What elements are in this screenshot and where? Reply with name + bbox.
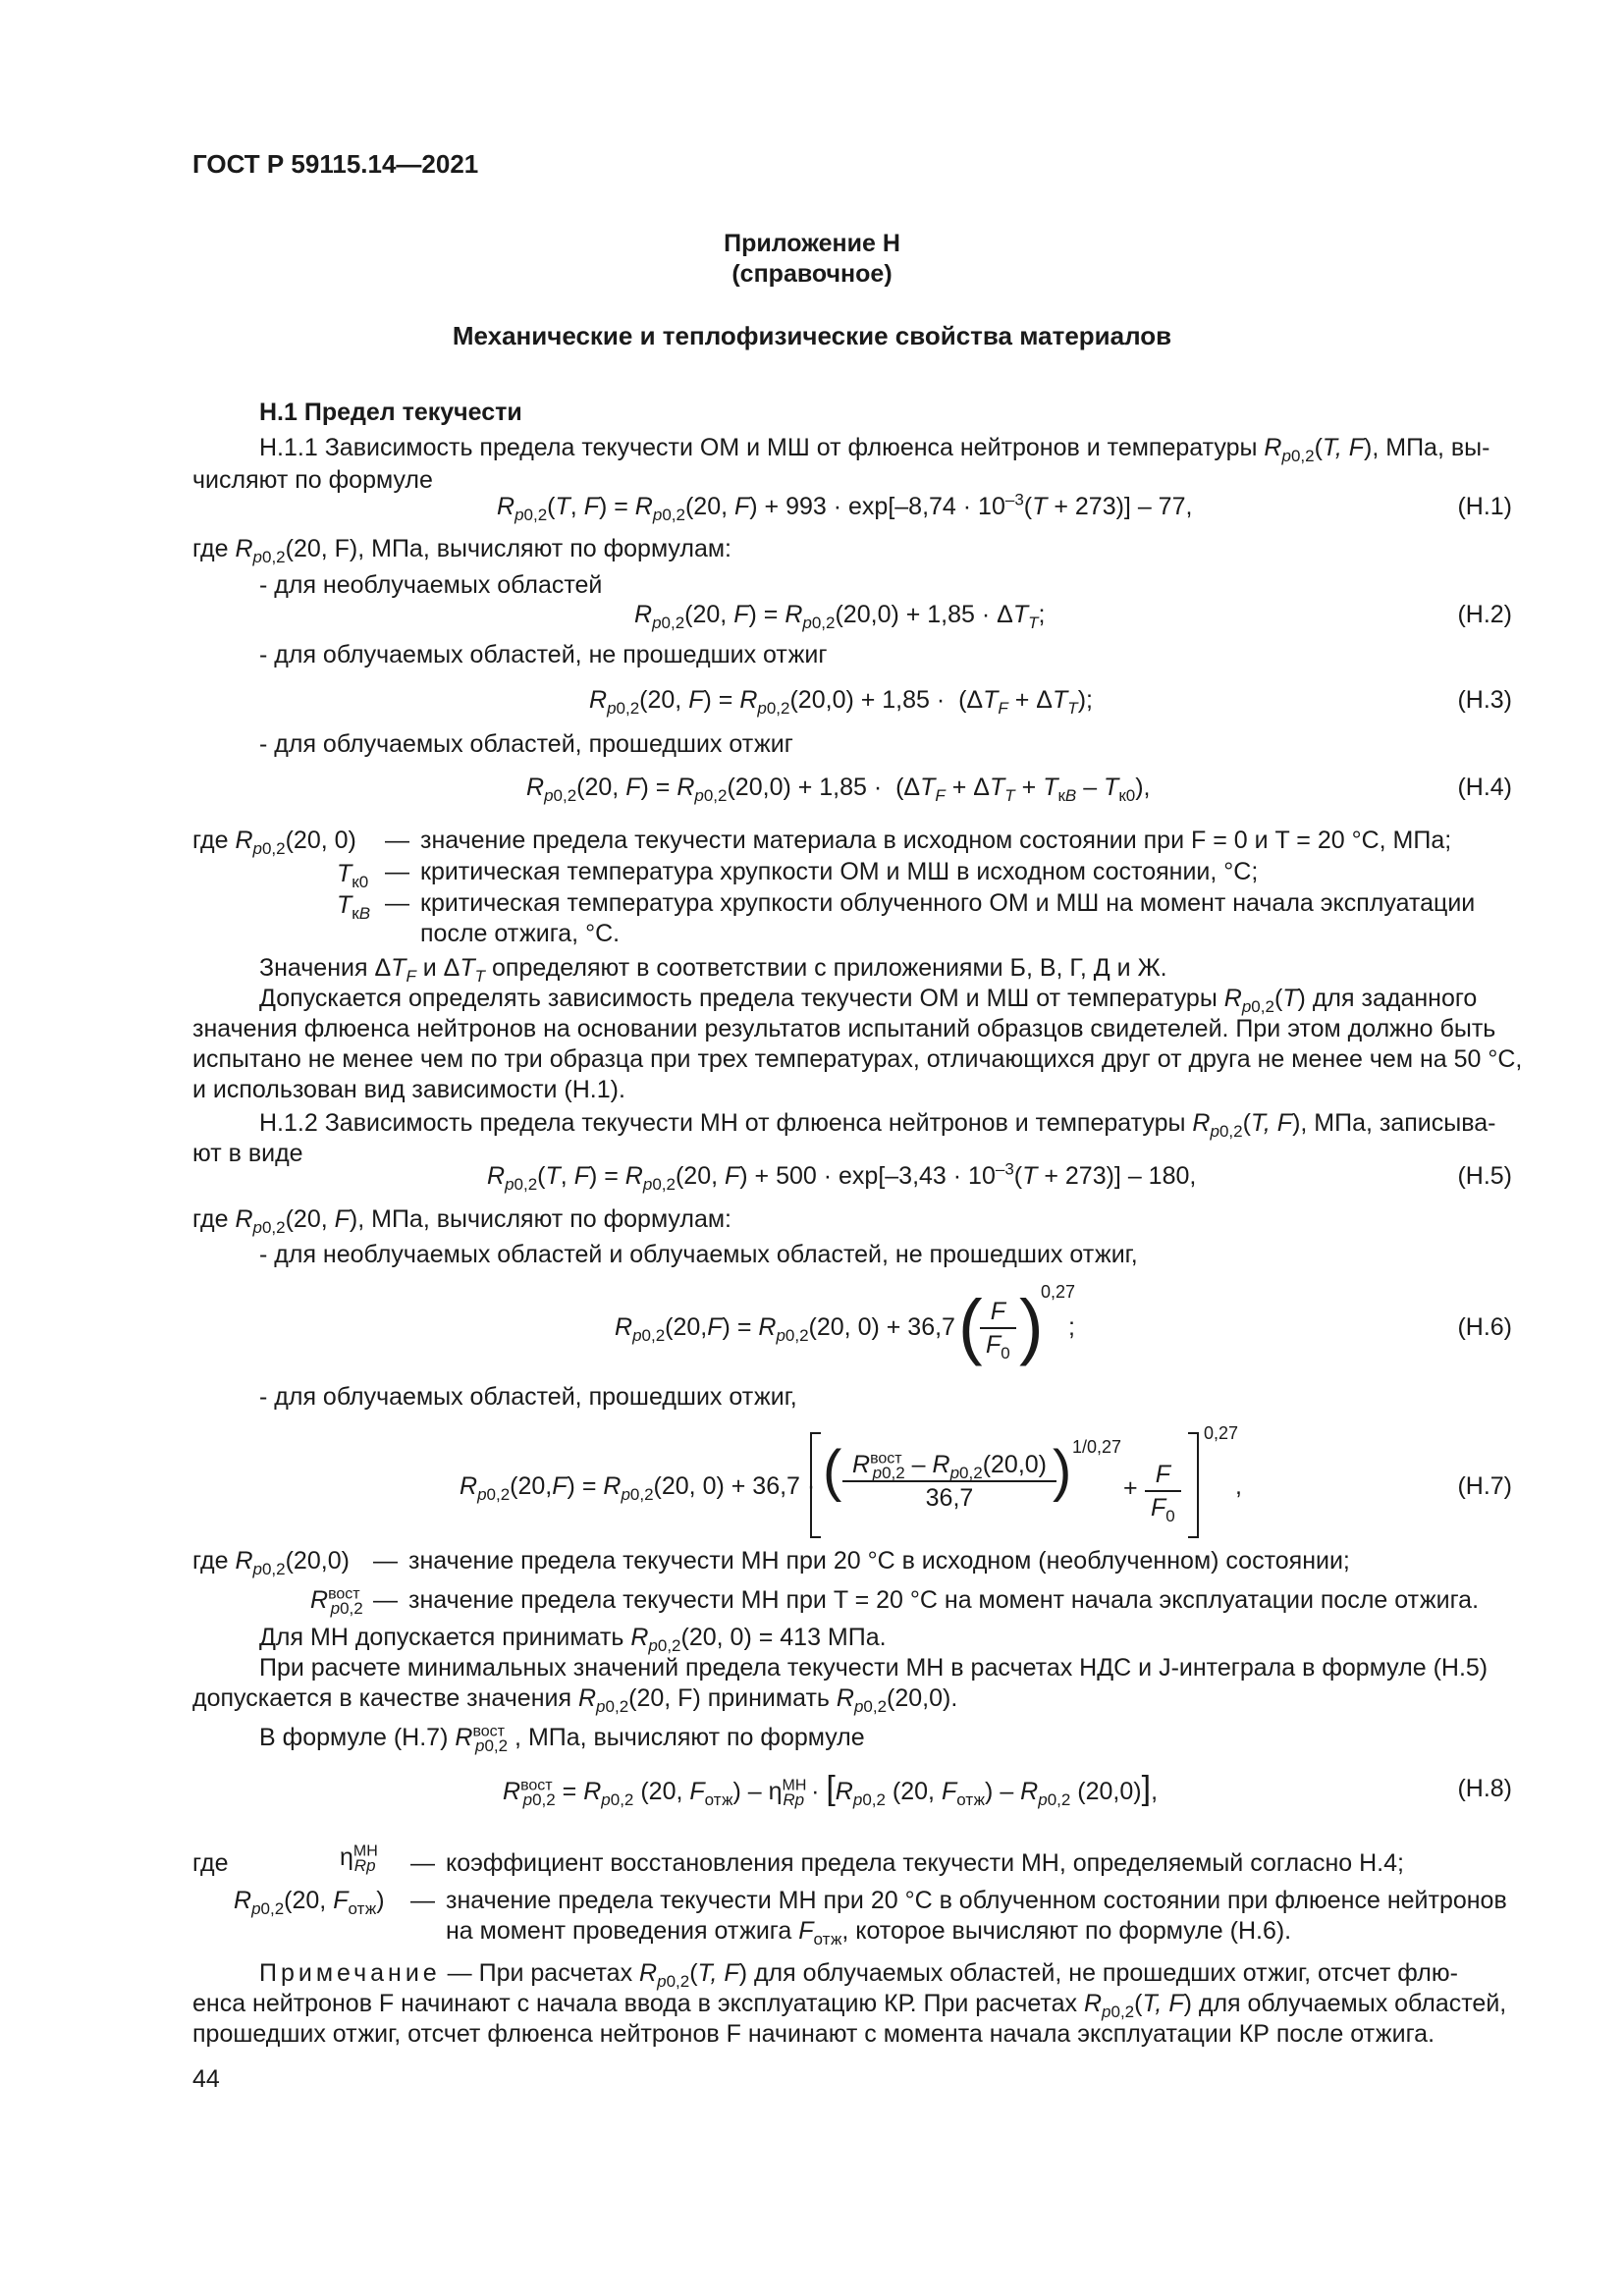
calc-line-2: допускается в качестве значения $R_{p0,2}(20$, F) принимать $R_{p0,2}(20,0)$. [192,1684,958,1716]
note-line-2: енса нейтронов F начинают с начала ввода в эксплуатацию КР. При расчетах $R_{p0,2}(T$, F) для облучаемых областей, [192,1990,1507,2021]
equation-number-h3: (Н.3) [1457,686,1512,714]
right-bracket [1184,1431,1204,1539]
formula-h8: $R^{вост}_{p0,2} = R_{p0,2}$ (20, $F_{отж}) - \eta^{МН}_{Rp} \cdot [R_{p0,2}$ (20, $F_{отж}) - R_{p0,2}$ (20,0)], [503,1770,1159,1809]
note-line-3: прошедших отжиг, отсчет флюенса нейтронов F начинают с момента начала эксплуатации КР после отжига. [192,2020,1435,2048]
def-dash: — [385,827,409,854]
list-item-unirradiated: - для необлучаемых областей [259,571,603,599]
where-line-2: где $R_{p0,2}(20$, F), МПа, вычисляют по формулам: [192,1205,731,1237]
note-line-1: Примечание — При расчетах $R_{p0,2}(T$, F) для облучаемых областей, не прошедших отжиг, отсчет флю- [259,1959,1458,1991]
def-text-r0: значение предела текучести материала в исходном состоянии при F = 0 и T = 20 °С, МПа; [420,827,1452,854]
equation-number-h6: (Н.6) [1457,1313,1512,1341]
standard-number: ГОСТ Р 59115.14—2021 [192,149,479,179]
def-text-rvost: значение предела текучести МН при T = 20 °С на момент начала эксплуатации после отжига. [408,1586,1480,1614]
def-label-r20: где $R_{p0,2}(20,0)$ [192,1547,350,1578]
formula-h3: $R_{p0,2}(20$, $F) = R_{p0,2}(20,0) + 1,85 \cdot (\Delta T_F + \Delta T_T)$; [589,686,1093,718]
paragraph-h11-line2: числяют по формуле [192,466,433,494]
def-text-tkb-2: после отжига, °С. [420,920,621,947]
def-label-tk0: $T_{к0}$ [337,860,369,891]
def-dash: — [385,858,409,885]
left-bracket [805,1431,825,1539]
def-label-rotzh: $R_{p0,2}(20$, $F_{отж}$) [234,1887,385,1918]
def-label-r0: где $R_{p0,2}(20$, 0) [192,827,356,858]
formula-h2: $R_{p0,2}(20$, $F) = R_{p0,2}(20,0) + 1,85 \cdot \Delta T_T$; [634,601,1046,632]
paragraph-h12-line1: Н.1.2 Зависимость предела текучести МН от флюенса нейтронов и температуры $R_{p0,2}(T$, F), МПа, записыва- [259,1109,1496,1141]
def-dash: — [410,1887,435,1914]
def-dash: — [410,1849,435,1877]
def-label-rvost: $R^{вост}_{p0,2}$ [310,1585,363,1618]
equation-number-h1: (Н.1) [1457,493,1512,520]
formula-h5: $R_{p0,2}(T$, $F) = R_{p0,2}(20$, $F) + 500 \cdot \exp[-3,43 \cdot 10^{-3}(T + 273)] - 180$, [487,1159,1197,1194]
equation-number-h2: (Н.2) [1457,601,1512,628]
def-text-r20: значение предела текучести МН при 20 °С в исходном (необлученном) состоянии; [408,1547,1350,1575]
formula-h4: $R_{p0,2}(20$, $F) = R_{p0,2}(20,0) + 1,85 \cdot (\Delta T_F + \Delta T_T + T_{кB} - T_{к0})$, [526,774,1151,805]
equation-number-h4: (Н.4) [1457,774,1512,801]
mn-allow-line: Для МН допускается принимать $R_{p0,2}(20$, 0) = 413 МПа. [259,1624,887,1655]
def-where: где [192,1849,229,1877]
equation-number-h8: (Н.8) [1457,1775,1512,1802]
allow-line-2: значения флюенса нейтронов на основании результатов испытаний образцов свидетелей. При этом должно быть [192,1015,1496,1042]
in-formula-line: В формуле (Н.7) $R^{вост}_{p0,2}$ , МПа, вычисляют по формуле [259,1723,865,1755]
appendix-title: Приложение Н [724,230,900,257]
appendix-heading: Механические и теплофизические свойства материалов [452,321,1172,350]
section-heading: Н.1 Предел текучести [259,399,522,426]
def-text-rotzh-2: на момент проведения отжига $F_{отж}$, которое вычисляют по формуле (Н.6). [446,1917,1292,1949]
def-text-rotzh-1: значение предела текучести МН при 20 °С в облученном состоянии при флюенсе нейтронов [446,1887,1507,1914]
list-item-both: - для необлучаемых областей и облучаемых областей, не прошедших отжиг, [259,1241,1138,1268]
def-label-tkb: $T_{кB}$ [337,891,371,923]
def-label-eta: $\eta^{МН}_{Rp}$ [340,1842,378,1875]
allow-line-3: испытано не менее чем по три образца при трех температурах, отличающихся друг от друга не менее чем на 50 °С, [192,1045,1523,1073]
def-dash: — [373,1547,398,1575]
def-text-tkb-1: критическая температура хрупкости облученного ОМ и МШ на момент начала эксплуатации [420,889,1476,917]
allow-line-1: Допускается определять зависимость предела текучести ОМ и МШ от температуры $R_{p0,2}(T)$ для заданного [259,985,1478,1016]
list-item-annealed-2: - для облучаемых областей, прошедших отжиг, [259,1383,797,1411]
formula-h1: $R_{p0,2}(T$, $F) = R_{p0,2}(20$, $F) + 993 \cdot \exp[-8,74 \cdot 10^{-3}(T + 273)] - 77$, [497,490,1193,524]
def-text-eta: коэффициент восстановления предела текучести МН, определяемый согласно Н.4; [446,1849,1404,1877]
equation-number-h7: (Н.7) [1457,1472,1512,1500]
allow-line-4: и использован вид зависимости (Н.1). [192,1076,625,1103]
def-dash: — [373,1586,398,1614]
where-line-1: где $R_{p0,2}(20$, F), МПа, вычисляют по формулам: [192,535,731,566]
def-dash: — [385,889,409,917]
paragraph-h11-line1: Н.1.1 Зависимость предела текучести ОМ и МШ от флюенса нейтронов и температуры $R_{p0,2}(T$, F), МПа, вы- [259,434,1490,465]
document-page: ГОСТ Р 59115.14—2021 Приложение Н (справочное) Механические и теплофизические свойства материалов Н.1 Предел текучести Н.1.1 Зависимость предела текучести ОМ и МШ от флюенса нейтронов и температуры $R_{p0,2}(T$, F), МПа, вы- числяют по формуле $R_{p0,2}(T$, $F) = R_{p0,2}(20$, $F) + 993 \cdot \exp[-8,74 \cdot 10^{-3}(T + 273)] - 77$, (Н.1) где $R_{p0,2}(20$, F), МПа, вычисляют по формулам: - для необлучаемых областей $R_{p0,2}(20$, $F) = R_{p0,2}(20,0) + 1,85 \cdot \Delta T_T$; (Н.2) - для облучаемых областей, не прошедших отжиг $R_{p0,2}(20$, $F) = R_{p0,2}(20,0) + 1,85 \cdot (\Delta T_F + \Delta T_T)$; (Н.3) - для облучаемых областей, прошедших отжиг $R_{p0,2}(20$, $F) = R_{p0,2}(20,0) + 1,85 \cdot (\Delta T_F + \Delta T_T + T_{кB} - T_{к0})$, (Н.4) где $R_{p0,2}(20$, 0) — значение предела текучести материала в исходном состоянии при F = 0 и T = 20 °С, МПа; $T_{к0}$ — критическая температура хрупкости ОМ и МШ в исходном состоянии, °С; $T_{кB}$ — критическая температура хрупкости облученного ОМ и МШ на момент начала эксплуатации после отжига, °С. Значения $\Delta T_F$ и $\Delta T_T$ определяют в соответствии с приложениями Б, В, Г, Д и Ж. Допускается определять зависимость предела текучести ОМ и МШ от температуры $R_{p0,2}(T)$ для заданного значения флюенса нейтронов на основании результатов испытаний образцов свидетелей. При этом должно быть испытано не менее чем по три образца при трех температурах, отличающихся друг от друга не менее чем на 50 °С, и использован вид зависимости (Н.1). Н.1.2 Зависимость предела текучести МН от флюенса нейтронов и температуры $R_{p0,2}(T$, F), МПа, записыва- ют в виде $R_{p0,2}(T$, $F) = R_{p0,2}(20$, $F) + 500 \cdot \exp[-3,43 \cdot 10^{-3}(T + 273)] - 180$, (Н.5) где $R_{p0,2}(20$, F), МПа, вычисляют по формулам: - для необлучаемых областей и облучаемых областей, не прошедших отжиг, $R_{p0,2}(20,F) = R_{p0,2}(20$, 0) + 36,7 · ( $\frac{F}{F_0}$ ) 0,27 ; (Н.6) - для облучаемых областей, прошедших отжиг, $R_{p0,2}(20,F) = R_{p0,2}(20$, 0) + 36,7 · ( $R^{вост}_{p0,2} - R_{p0,2}(20,0)$ 36,7 ) 1/0,27 + $\frac{F}{F_0}$ 0,27 , (Н.7) где $R_{p0,2}(20,0)$ — значение предела текучести МН при 20 °С в исходном (необлученном) состоянии; $R^{вост}_{p0,2}$ — значение предела текучести МН при T = 20 °С на момент начала эксплуатации после отжига. Для МН допускается принимать $R_{p0,2}(20$, 0) = 413 МПа. При расчете минимальных значений предела текучести МН в расчетах НДС и J-интеграла в формуле (Н.5) допускается в качестве значения $R_{p0,2}(20$, F) принимать $R_{p0,2}(20,0)$. В формуле (Н.7) $R^{вост}_{p0,2}$ , МПа, вычисляют по формуле $R^{вост}_{p0,2} = R_{p0,2}$ (20, $F_{отж}) - \eta^{МН}_{Rp} \cdot [R_{p0,2}$ (20, $F_{отж}) - R_{p0,2}$ (20,0)], (Н.8) где $\eta^{МН}_{Rp}$ — коэффициент восстановления предела текучести МН, определяемый согласно Н.4; $R_{p0,2}(20$, $F_{отж}$) — значение предела текучести МН при 20 °С в облученном состоянии при флюенсе нейтронов на момент проведения отжига $F_{отж}$, которое вычисляют по формуле (Н.6). Примечание — При расчетах $R_{p0,2}(T$, F) для облучаемых областей, не прошедших отжиг, отсчет флю- енса нейтронов F начинают с начала ввода в эксплуатацию КР. При расчетах $R_{p0,2}(T$, F) для облучаемых областей, прошедших отжиг, отсчет флюенса нейтронов F начинают с момента начала эксплуатации КР после отжига. 44 [0,0,1624,2296]
equation-number-h5: (Н.5) [1457,1162,1512,1190]
def-text-tk0: критическая температура хрупкости ОМ и МШ в исходном состоянии, °С; [420,858,1259,885]
list-item-irradiated-annealed: - для облучаемых областей, прошедших отжиг [259,730,793,758]
values-dt-line: Значения $\Delta T_F$ и $\Delta T_T$ определяют в соответствии с приложениями Б, В, Г, Д и Ж. [259,954,1167,986]
list-item-irradiated-not-annealed: - для облучаемых областей, не прошедших отжиг [259,641,828,668]
paragraph-h12-line2: ют в виде [192,1140,303,1167]
appendix-subtitle: (справочное) [731,260,893,288]
page-number: 44 [192,2065,220,2093]
calc-line-1: При расчете минимальных значений предела текучести МН в расчетах НДС и J-интеграла в формуле (Н.5) [259,1654,1489,1682]
